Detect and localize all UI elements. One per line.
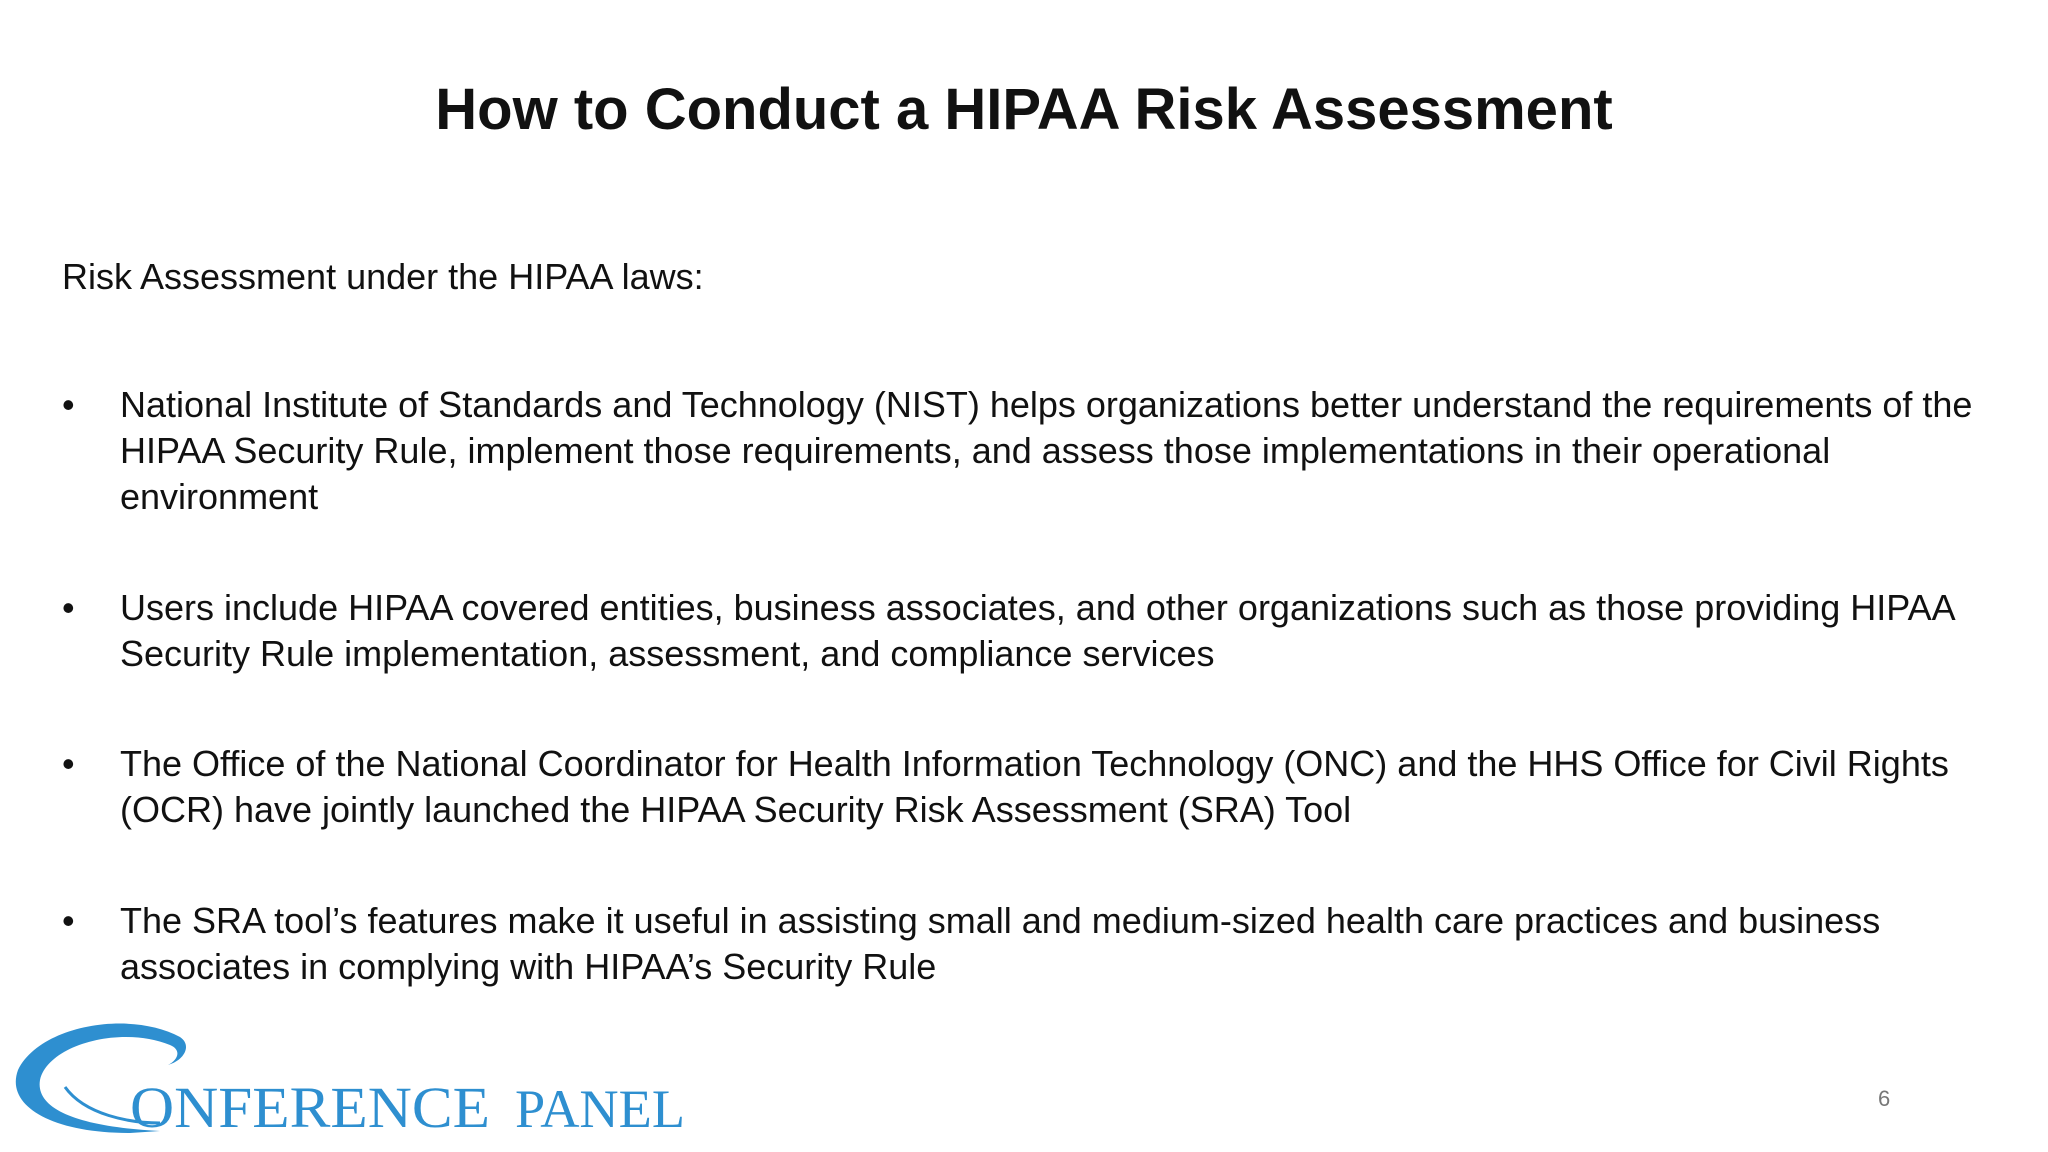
bullet-item <box>62 741 2012 833</box>
bullet-icon: • <box>62 384 75 425</box>
bullet-text: The Office of the National Coordinator for Health Information Technology (ONC) and the HHS Office for Civil Rights (OCR) have jointly launched the HIPAA Security Risk Assessment (SRA) Tool <box>120 743 1949 830</box>
slide-title: How to Conduct a HIPAA Risk Assessment <box>435 77 1613 142</box>
bullet-icon: • <box>62 743 75 784</box>
svg-text:ONFERENCE: ONFERENCE <box>130 1075 491 1140</box>
svg-text:PANEL: PANEL <box>515 1079 685 1139</box>
bullet-icon: • <box>62 900 75 941</box>
bullet-text: National Institute of Standards and Technology (NIST) helps organizations better understand the requirements of the HIPAA Security Rule, implement those requirements, and assess those implementations in their operational environment <box>120 384 1973 517</box>
bullet-icon: • <box>62 587 75 628</box>
page-number: 6 <box>1878 1086 1891 1111</box>
bullet-text: Users include HIPAA covered entities, business associates, and other organizations such as those providing HIPAA Security Rule implementation, assessment, and compliance services <box>120 587 1954 674</box>
bullet-item <box>62 382 2012 520</box>
conference-panel-logo <box>10 1015 690 1140</box>
intro-text: Risk Assessment under the HIPAA laws: <box>62 256 704 297</box>
bullet-text: The SRA tool’s features make it useful in assisting small and medium-sized health care practices and business associates in complying with HIPAA’s Security Rule <box>120 900 1881 987</box>
bullet-item <box>62 585 2012 677</box>
bullet-item <box>62 898 2012 990</box>
